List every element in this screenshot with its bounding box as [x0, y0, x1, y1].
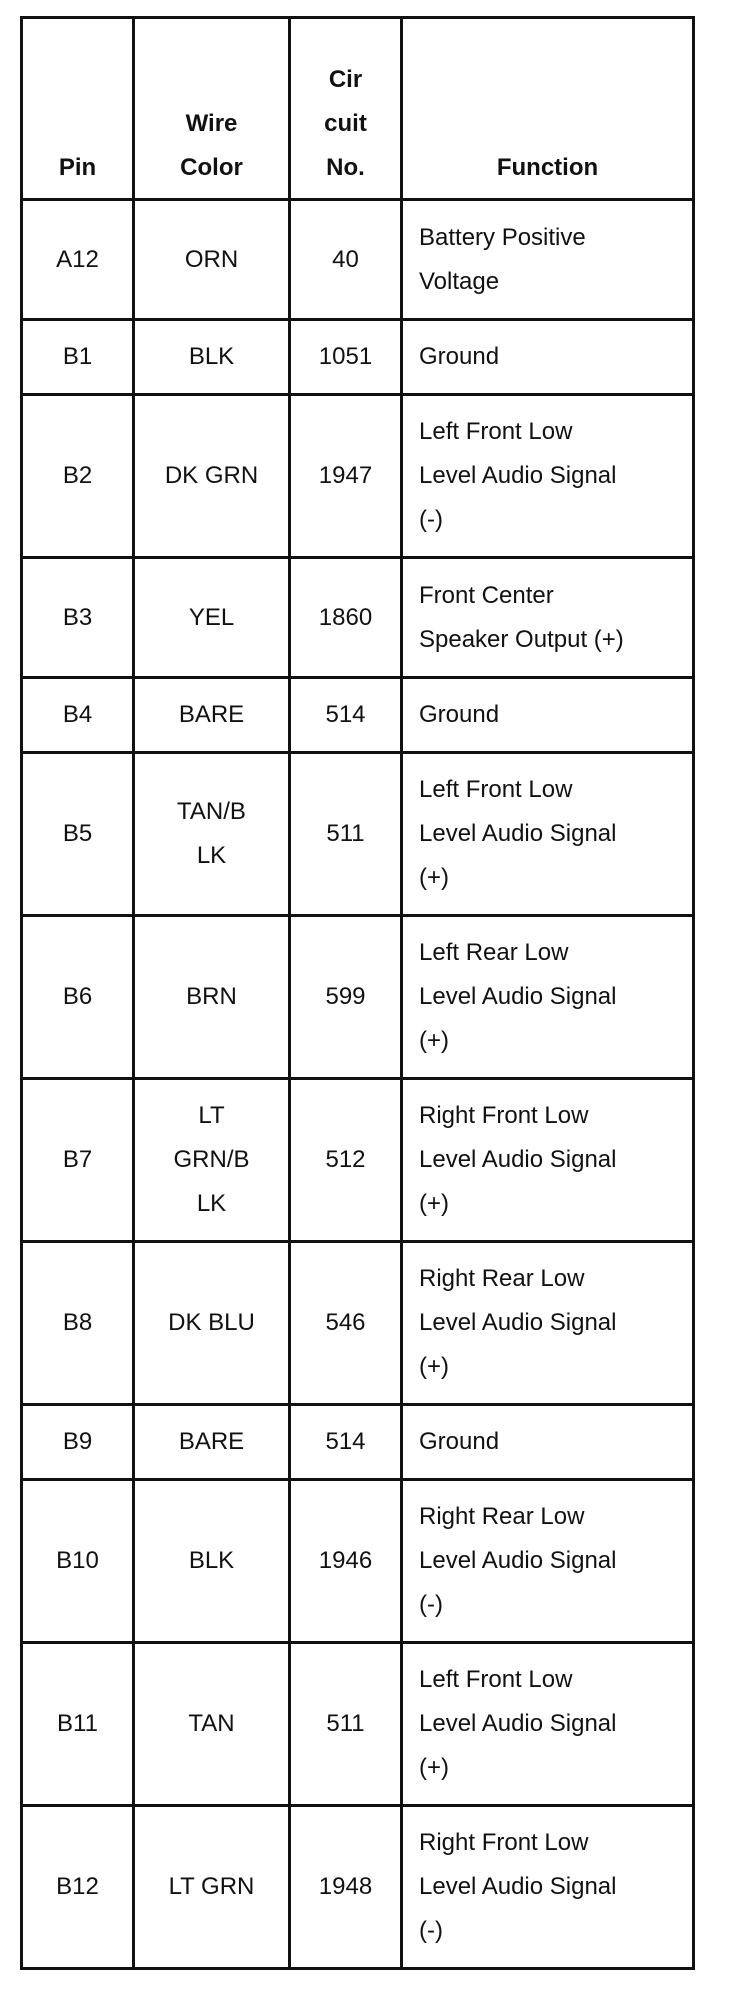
cell-wire-color: DK BLU [134, 1242, 290, 1405]
cell-circuit: 599 [290, 916, 402, 1079]
cell-wire-color: DK GRN [134, 395, 290, 558]
table-row [22, 395, 694, 558]
cell-circuit: 1860 [290, 558, 402, 678]
table-row [22, 1480, 694, 1643]
cell-wire-color: LT GRN [134, 1806, 290, 1969]
header-wire-color: Wire Color [134, 18, 290, 200]
cell-wire-color: BARE [134, 678, 290, 753]
header-circuit-no: Cir cuit No. [290, 18, 402, 200]
cell-pin: B7 [22, 1079, 134, 1242]
table-row [22, 1242, 694, 1405]
cell-pin: B2 [22, 395, 134, 558]
table-row [22, 1079, 694, 1242]
cell-pin: A12 [22, 200, 134, 320]
cell-pin: B10 [22, 1480, 134, 1643]
cell-pin: B3 [22, 558, 134, 678]
cell-wire-color: LT GRN/B LK [134, 1079, 290, 1242]
cell-function: Battery Positive Voltage [402, 200, 694, 320]
cell-function: Right Rear Low Level Audio Signal (-) [402, 1480, 694, 1643]
table-row [22, 1806, 694, 1969]
table-row [22, 558, 694, 678]
cell-pin: B8 [22, 1242, 134, 1405]
cell-pin: B4 [22, 678, 134, 753]
cell-pin: B9 [22, 1405, 134, 1480]
cell-function: Left Front Low Level Audio Signal (+) [402, 753, 694, 916]
cell-circuit: 40 [290, 200, 402, 320]
header-function: Function [402, 18, 694, 200]
cell-function: Ground [402, 1405, 694, 1480]
cell-function: Left Rear Low Level Audio Signal (+) [402, 916, 694, 1079]
cell-circuit: 1947 [290, 395, 402, 558]
cell-wire-color: BRN [134, 916, 290, 1079]
cell-wire-color: TAN [134, 1643, 290, 1806]
cell-pin: B1 [22, 320, 134, 395]
table-row [22, 1405, 694, 1480]
cell-pin: B5 [22, 753, 134, 916]
cell-circuit: 546 [290, 1242, 402, 1405]
table-row [22, 320, 694, 395]
cell-circuit: 514 [290, 1405, 402, 1480]
cell-circuit: 1946 [290, 1480, 402, 1643]
cell-pin: B11 [22, 1643, 134, 1806]
cell-pin: B12 [22, 1806, 134, 1969]
cell-wire-color: BLK [134, 320, 290, 395]
cell-circuit: 512 [290, 1079, 402, 1242]
cell-circuit: 514 [290, 678, 402, 753]
table-row [22, 1643, 694, 1806]
cell-function: Right Front Low Level Audio Signal (+) [402, 1079, 694, 1242]
table-row [22, 916, 694, 1079]
cell-function: Ground [402, 678, 694, 753]
cell-circuit: 511 [290, 1643, 402, 1806]
cell-function: Ground [402, 320, 694, 395]
cell-function: Left Front Low Level Audio Signal (+) [402, 1643, 694, 1806]
cell-function: Front Center Speaker Output (+) [402, 558, 694, 678]
table-row [22, 753, 694, 916]
cell-circuit: 1948 [290, 1806, 402, 1969]
table-header-row [22, 18, 694, 200]
cell-function: Right Rear Low Level Audio Signal (+) [402, 1242, 694, 1405]
header-pin: Pin [22, 18, 134, 200]
cell-pin: B6 [22, 916, 134, 1079]
cell-wire-color: TAN/B LK [134, 753, 290, 916]
cell-function: Left Front Low Level Audio Signal (-) [402, 395, 694, 558]
table-row [22, 200, 694, 320]
cell-circuit: 1051 [290, 320, 402, 395]
cell-wire-color: YEL [134, 558, 290, 678]
cell-function: Right Front Low Level Audio Signal (-) [402, 1806, 694, 1969]
table-row [22, 678, 694, 753]
cell-wire-color: BARE [134, 1405, 290, 1480]
cell-wire-color: BLK [134, 1480, 290, 1643]
cell-circuit: 511 [290, 753, 402, 916]
pin-function-table [20, 16, 695, 1970]
cell-wire-color: ORN [134, 200, 290, 320]
